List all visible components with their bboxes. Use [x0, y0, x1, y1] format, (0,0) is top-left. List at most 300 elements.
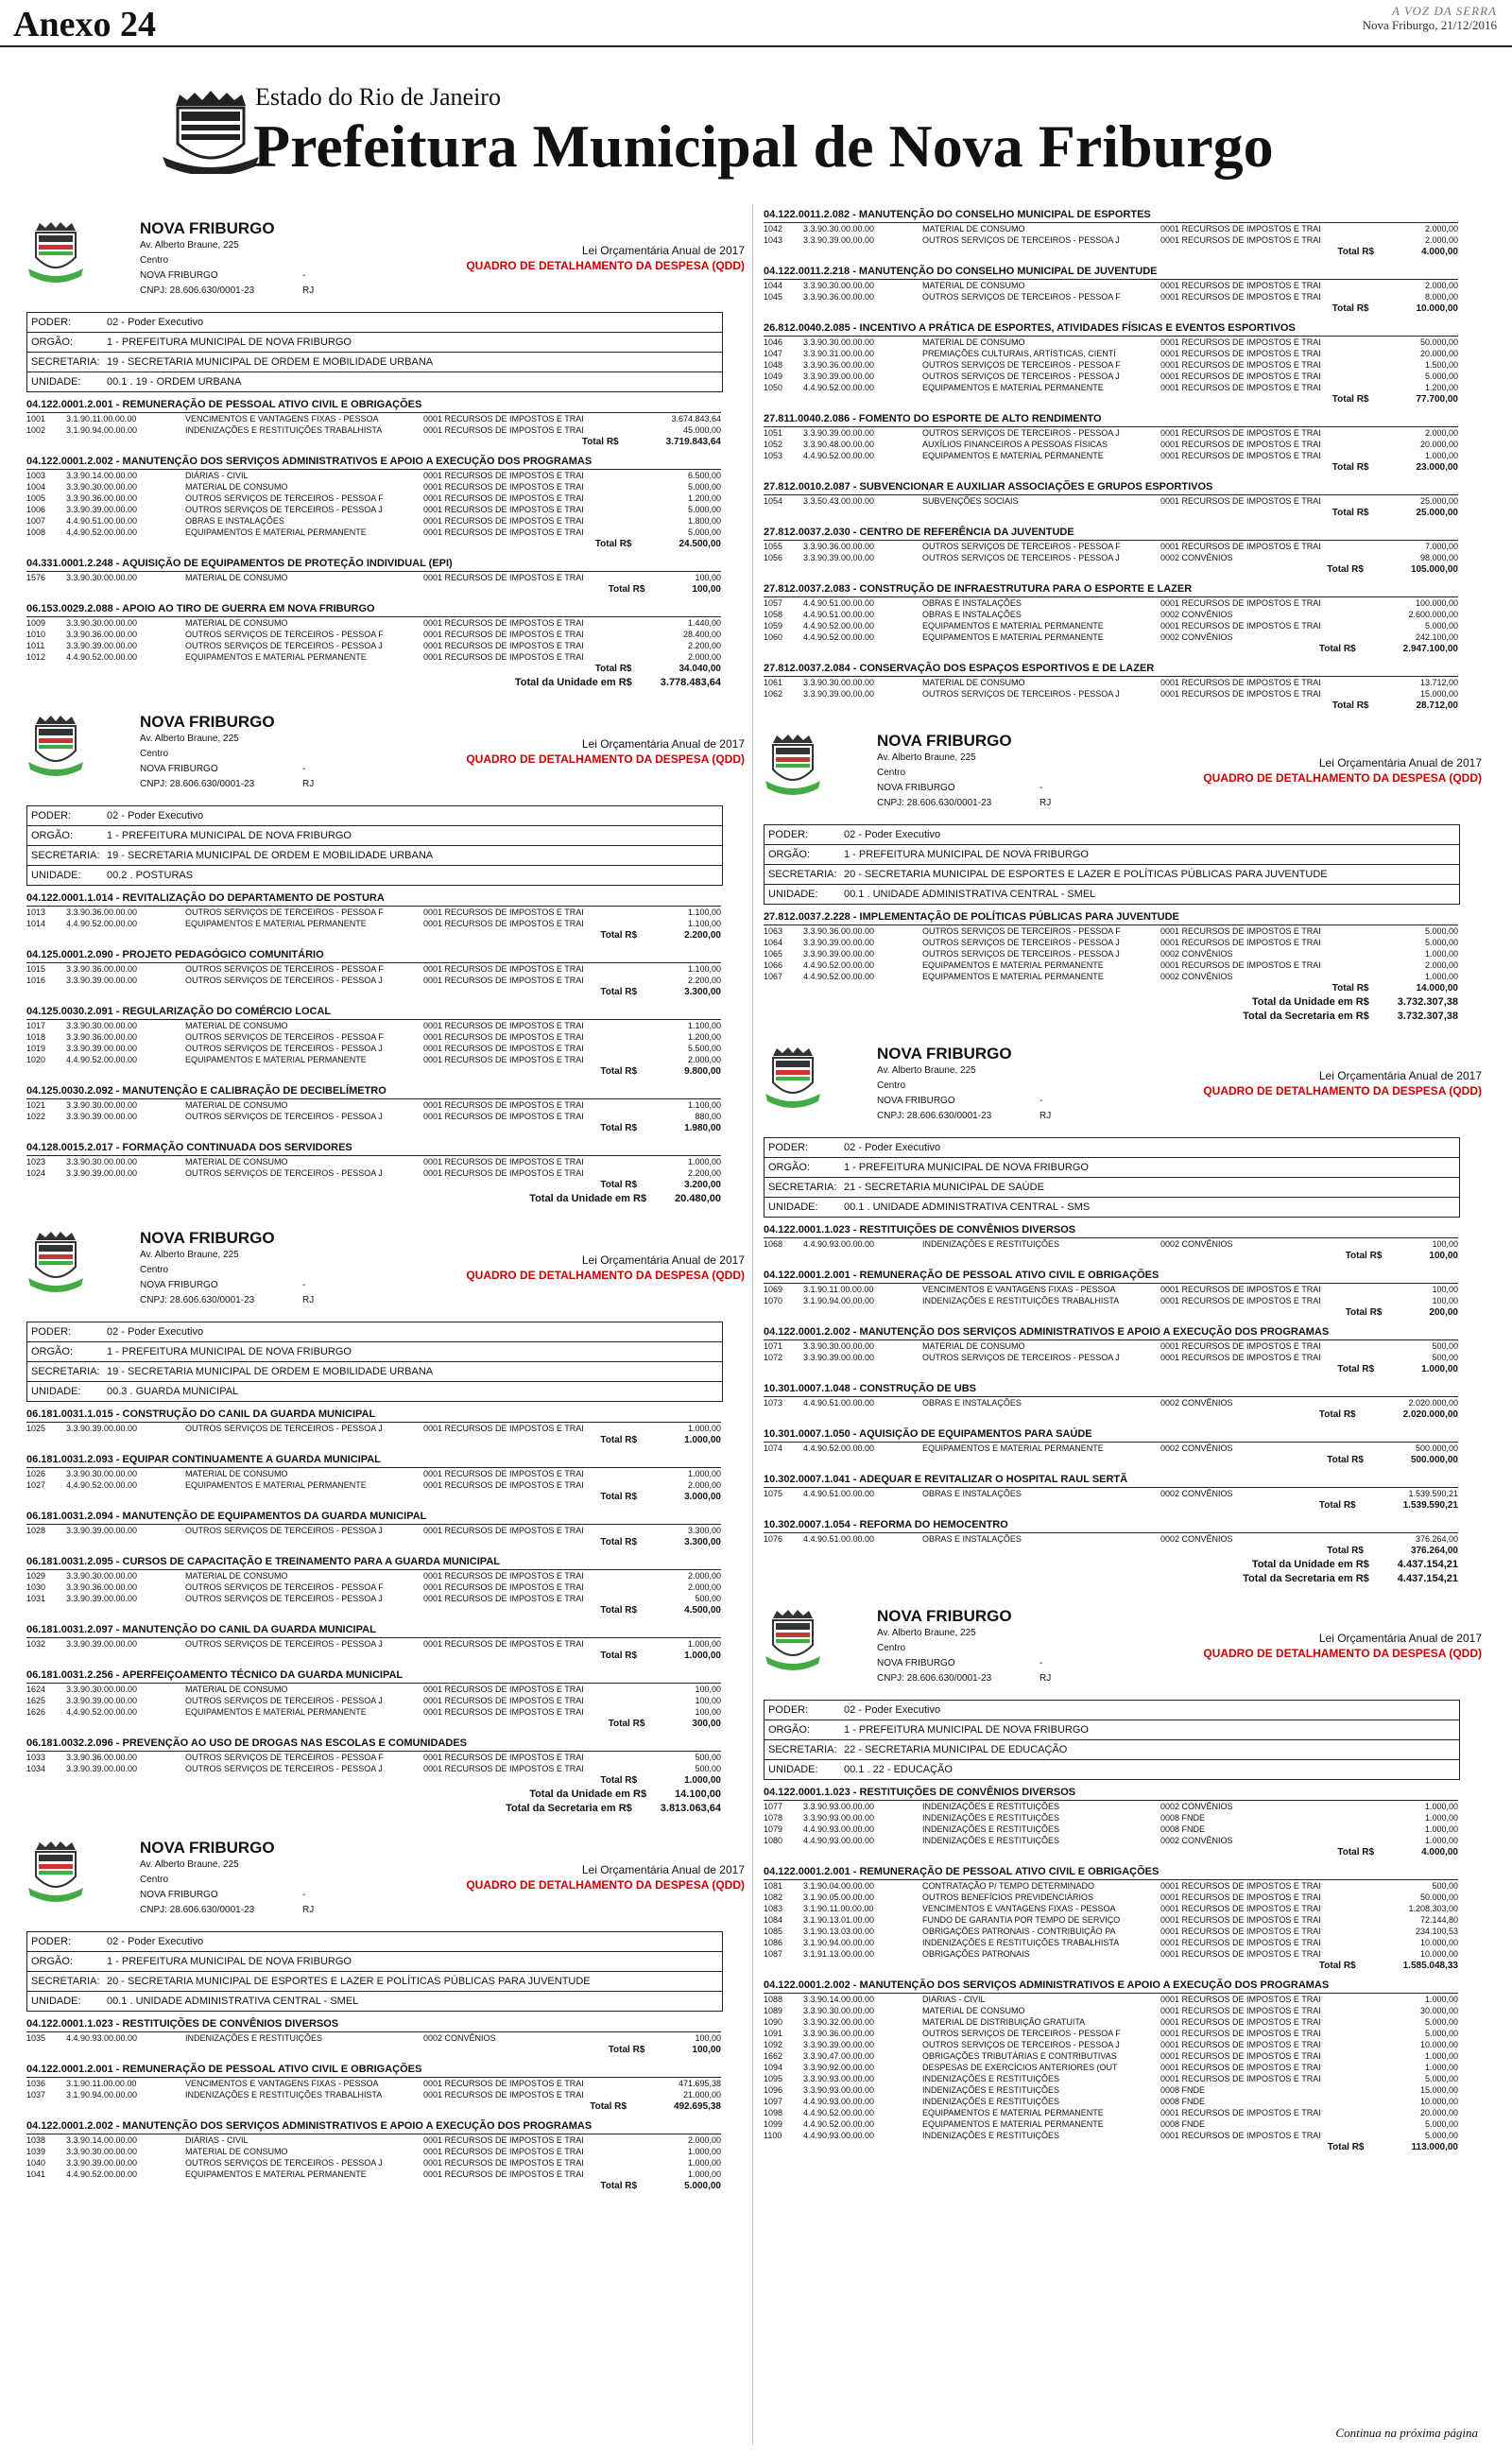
row-code: 1038	[26, 2135, 46, 2145]
row-source: 0001 RECURSOS DE IMPOSTOS E TRAI	[423, 425, 584, 435]
row-code: 1068	[764, 1239, 783, 1249]
city-crest-icon	[764, 732, 822, 800]
row-source: 0001 RECURSOS DE IMPOSTOS E TRAI	[423, 414, 584, 423]
city-crest-icon	[26, 713, 85, 781]
row-value: 1.000,00	[687, 1424, 721, 1433]
grand-total-value: 14.100,00	[675, 1789, 721, 1800]
row-description: OUTROS SERVIÇOS DE TERCEIROS - PESSOA J	[185, 1526, 383, 1535]
row-nature: 3.3.90.30.00.00.00	[66, 573, 138, 582]
row-value: 500,00	[695, 1764, 721, 1773]
table-row	[764, 1948, 1458, 1960]
table-row	[764, 2130, 1458, 2141]
row-code: 1055	[764, 542, 783, 551]
meta-value: 00.1 . 22 - EDUCAÇÃO	[844, 1764, 953, 1775]
entity-header	[764, 1598, 1491, 1700]
total-value: 1.585.048,33	[1402, 1961, 1458, 1971]
table-row	[764, 597, 1458, 609]
program-total	[764, 1454, 1458, 1467]
row-code: 1059	[764, 621, 783, 631]
orgao-row	[27, 1342, 722, 1362]
secretaria-row	[765, 1178, 1459, 1198]
address-line: Av. Alberto Braune, 225	[140, 734, 239, 744]
orgao-row	[27, 1952, 722, 1972]
row-code: 1080	[764, 1836, 783, 1845]
row-code: 1018	[26, 1032, 46, 1042]
row-description: INDENIZAÇÕES E RESTITUIÇÕES	[922, 2131, 1060, 2140]
total-label: Total R$	[594, 664, 632, 674]
row-description: AUXÍLIOS FINANCEIROS A PESSOAS FÍSICAS	[922, 440, 1108, 449]
row-value: 100,00	[695, 1707, 721, 1717]
row-nature: 3.3.90.39.00.00.00	[803, 2040, 875, 2049]
row-description: OUTROS SERVIÇOS DE TERCEIROS - PESSOA J	[922, 689, 1120, 699]
meta-value: 02 - Poder Executivo	[107, 317, 204, 328]
program-title: 04.122.0001.2.001 - REMUNERAÇÃO DE PESSOAL ATIVO CIVIL E OBRIGAÇÕES	[26, 398, 721, 413]
total-value: 492.695,38	[673, 2101, 721, 2112]
table-row	[764, 1835, 1458, 1846]
row-source: 0001 RECURSOS DE IMPOSTOS E TRAI	[1160, 1949, 1321, 1959]
row-nature: 3.1.90.04.00.00.00	[803, 1881, 875, 1891]
row-code: 1002	[26, 425, 46, 435]
program-title: 27.812.0037.2.083 - CONSTRUÇÃO DE INFRAESTRUTURA PARA O ESPORTE E LAZER	[764, 582, 1458, 597]
cnpj: CNPJ: 28.606.630/0001-23	[140, 285, 255, 296]
cnpj: CNPJ: 28.606.630/0001-23	[140, 1905, 255, 1915]
table-row	[764, 359, 1458, 371]
row-description: EQUIPAMENTOS E MATERIAL PERMANENTE	[922, 451, 1104, 460]
table-row	[764, 1284, 1458, 1295]
meta-value: 1 - PREFEITURA MUNICIPAL DE NOVA FRIBURGO	[107, 830, 352, 841]
row-source: 0001 RECURSOS DE IMPOSTOS E TRAI	[1160, 1285, 1321, 1294]
city-crest-icon	[26, 1839, 85, 1907]
row-nature: 3.3.90.39.00.00.00	[803, 1353, 875, 1362]
row-description: DIÁRIAS - CIVIL	[185, 2135, 249, 2145]
row-code: 1019	[26, 1044, 46, 1053]
row-nature: 3.3.90.36.00.00.00	[803, 2029, 875, 2038]
row-nature: 4.4.90.51.00.00.00	[803, 610, 875, 619]
row-code: 1005	[26, 493, 46, 503]
row-code: 1058	[764, 610, 783, 619]
program-title: 04.122.0011.2.082 - MANUTENÇÃO DO CONSELHO MUNICIPAL DE ESPORTES	[764, 208, 1458, 223]
row-description: MATERIAL DE CONSUMO	[922, 1341, 1025, 1351]
row-code: 1082	[764, 1892, 783, 1902]
row-code: 1053	[764, 451, 783, 460]
row-value: 1.000,00	[1424, 949, 1458, 959]
total-value: 9.800,00	[684, 1066, 721, 1077]
row-value: 2.000,00	[687, 652, 721, 662]
table-row	[26, 1099, 721, 1111]
meta-value: 22 - SECRETARIA MUNICIPAL DE EDUCAÇÃO	[844, 1744, 1068, 1755]
row-code: 1027	[26, 1480, 46, 1490]
row-value: 1.100,00	[687, 907, 721, 917]
grand-total	[26, 1788, 721, 1802]
budget-section	[26, 210, 754, 690]
row-code: 1045	[764, 292, 783, 302]
program-total	[764, 643, 1458, 656]
row-source: 0001 RECURSOS DE IMPOSTOS E TRAI	[423, 516, 584, 526]
row-source: 0001 RECURSOS DE IMPOSTOS E TRAI	[423, 482, 584, 492]
row-value: 1.000,00	[1424, 2063, 1458, 2072]
row-description: VENCIMENTOS E VANTAGENS FIXAS - PESSOA	[185, 414, 379, 423]
total-value: 4.000,00	[1421, 1847, 1458, 1858]
table-row	[764, 2118, 1458, 2130]
row-description: OUTROS SERVIÇOS DE TERCEIROS - PESSOA J	[185, 505, 383, 514]
row-source: 0008 FNDE	[1160, 1813, 1206, 1823]
program-title: 06.181.0031.1.015 - CONSTRUÇÃO DO CANIL DA GUARDA MUNICIPAL	[26, 1408, 721, 1423]
row-code: 1060	[764, 632, 783, 642]
row-source: 0001 RECURSOS DE IMPOSTOS E TRAI	[423, 1021, 584, 1030]
total-value: 25.000,00	[1416, 508, 1458, 518]
table-row	[26, 1156, 721, 1167]
row-nature: 3.3.90.30.00.00.00	[803, 1341, 875, 1351]
row-source: 0001 RECURSOS DE IMPOSTOS E TRAI	[1160, 1904, 1321, 1913]
entity-header	[26, 210, 754, 312]
row-code: 1099	[764, 2119, 783, 2129]
secretaria-row	[27, 1362, 722, 1382]
row-value: 5.000,00	[1424, 926, 1458, 936]
row-code: 1065	[764, 949, 783, 959]
row-value: 376.264,00	[1415, 1534, 1458, 1544]
row-source: 0001 RECURSOS DE IMPOSTOS E TRAI	[423, 1157, 584, 1167]
row-value: 2.000,00	[1424, 960, 1458, 970]
total-label: Total R$	[581, 437, 619, 447]
meta-value: 00.1 . UNIDADE ADMINISTRATIVA CENTRAL - SMEL	[844, 889, 1096, 900]
row-nature: 3.3.90.39.00.00.00	[66, 976, 138, 985]
total-value: 1.000,00	[1421, 1364, 1458, 1374]
row-code: 1033	[26, 1753, 46, 1762]
table-row	[26, 918, 721, 929]
row-source: 0001 RECURSOS DE IMPOSTOS E TRAI	[1160, 926, 1321, 936]
row-value: 10.000,00	[1419, 2040, 1458, 2049]
program-total	[26, 986, 721, 999]
row-description: OUTROS BENEFÍCIOS PREVIDENCIÁRIOS	[922, 1892, 1094, 1902]
program-total	[764, 1250, 1458, 1263]
row-description: OUTROS SERVIÇOS DE TERCEIROS - PESSOA J	[185, 976, 383, 985]
row-nature: 3.3.90.39.00.00.00	[66, 505, 138, 514]
row-code: 1023	[26, 1157, 46, 1167]
qdd-title: QUADRO DE DETALHAMENTO DA DESPESA (QDD)	[1203, 1084, 1482, 1097]
row-code: 1020	[26, 1055, 46, 1064]
row-nature: 3.3.90.39.00.00.00	[66, 1594, 138, 1603]
row-description: EQUIPAMENTOS E MATERIAL PERMANENTE	[922, 960, 1104, 970]
secretaria-row	[765, 865, 1459, 885]
budget-section	[26, 703, 754, 1206]
row-source: 0001 RECURSOS DE IMPOSTOS E TRAI	[423, 1685, 584, 1694]
row-source: 0001 RECURSOS DE IMPOSTOS E TRAI	[1160, 1938, 1321, 1947]
row-nature: 3.3.90.36.00.00.00	[803, 542, 875, 551]
row-nature: 3.3.90.39.00.00.00	[803, 428, 875, 438]
table-row	[764, 1352, 1458, 1363]
program-total	[764, 1846, 1458, 1859]
budget-meta-box	[764, 1137, 1460, 1218]
row-code: 1056	[764, 553, 783, 562]
row-source: 0001 RECURSOS DE IMPOSTOS E TRAI	[423, 1764, 584, 1773]
meta-value: 1 - PREFEITURA MUNICIPAL DE NOVA FRIBURGO	[844, 849, 1089, 860]
row-description: INDENIZAÇÕES E RESTITUIÇÕES TRABALHISTA	[185, 2090, 383, 2100]
row-source: 0001 RECURSOS DE IMPOSTOS E TRAI	[423, 1469, 584, 1478]
program-title: 06.181.0031.2.097 - MANUTENÇÃO DO CANIL DA GUARDA MUNICIPAL	[26, 1623, 721, 1638]
row-description: EQUIPAMENTOS E MATERIAL PERMANENTE	[922, 1443, 1104, 1453]
row-description: OUTROS SERVIÇOS DE TERCEIROS - PESSOA J	[922, 428, 1120, 438]
meta-label: ORGÃO:	[768, 849, 811, 860]
row-nature: 3.3.90.39.00.00.00	[66, 1168, 138, 1178]
row-value: 21.000,00	[682, 2090, 721, 2100]
grand-total-label: Total da Secretaria em R$	[506, 1803, 632, 1814]
program-title: 27.811.0040.2.086 - FOMENTO DO ESPORTE DE ALTO RENDIMENTO	[764, 412, 1458, 427]
row-source: 0001 RECURSOS DE IMPOSTOS E TRAI	[423, 1696, 584, 1705]
address-line: Av. Alberto Braune, 225	[140, 240, 239, 251]
row-source: 0001 RECURSOS DE IMPOSTOS E TRAI	[1160, 621, 1321, 631]
meta-label: SECRETARIA:	[31, 356, 100, 368]
row-value: 5.000,00	[1424, 2131, 1458, 2140]
row-value: 1.100,00	[687, 1100, 721, 1110]
row-source: 0001 RECURSOS DE IMPOSTOS E TRAI	[1160, 2108, 1321, 2117]
row-code: 1048	[764, 360, 783, 370]
row-nature: 4.4.90.93.00.00.00	[803, 1239, 875, 1249]
row-source: 0001 RECURSOS DE IMPOSTOS E TRAI	[1160, 281, 1321, 290]
total-value: 1.000,00	[684, 1775, 721, 1786]
row-description: INDENIZAÇÕES E RESTITUIÇÕES	[922, 2097, 1060, 2106]
table-row	[764, 1295, 1458, 1306]
row-nature: 3.3.90.39.00.00.00	[66, 1639, 138, 1649]
address-line: NOVA FRIBURGO - RJ	[140, 268, 254, 284]
row-source: 0001 RECURSOS DE IMPOSTOS E TRAI	[1160, 2006, 1321, 2015]
row-nature: 3.3.90.30.00.00.00	[803, 2006, 875, 2015]
cnpj: CNPJ: 28.606.630/0001-23	[140, 779, 255, 789]
row-code: 1091	[764, 2029, 783, 2038]
row-description: MATERIAL DE CONSUMO	[185, 1469, 288, 1478]
row-code: 1054	[764, 496, 783, 506]
row-value: 1.000,00	[1424, 2051, 1458, 2061]
row-value: 10.000,00	[1419, 1949, 1458, 1959]
row-code: 1016	[26, 976, 46, 985]
row-value: 20.000,00	[1419, 440, 1458, 449]
address-block	[140, 732, 315, 792]
row-description: EQUIPAMENTOS E MATERIAL PERMANENTE	[185, 919, 367, 928]
row-description: SUBVENÇÕES SOCIAIS	[922, 496, 1019, 506]
unidade-row	[27, 372, 722, 391]
row-code: 1004	[26, 482, 46, 492]
grand-total	[26, 676, 721, 690]
row-value: 1.000,00	[1424, 1836, 1458, 1845]
table-row	[764, 1397, 1458, 1408]
program-title: 04.125.0001.2.090 - PROJETO PEDAGÓGICO COMUNITÁRIO	[26, 948, 721, 963]
row-value: 100,00	[695, 1685, 721, 1694]
meta-label: PODER:	[768, 1142, 809, 1153]
row-value: 1.100,00	[687, 919, 721, 928]
row-description: INDENIZAÇÕES E RESTITUIÇÕES TRABALHISTA	[922, 1938, 1120, 1947]
row-nature: 3.3.50.43.00.00.00	[803, 496, 875, 506]
meta-value: 20 - SECRETARIA MUNICIPAL DE ESPORTES E LAZER E POLÍTICAS PÚBLICAS PARA JUVENTUDE	[107, 1976, 591, 1987]
row-code: 1074	[764, 1443, 783, 1453]
row-code: 1025	[26, 1424, 46, 1433]
row-code: 1042	[764, 224, 783, 233]
row-value: 72.144,80	[1419, 1915, 1458, 1925]
row-code: 1061	[764, 678, 783, 687]
row-source: 0001 RECURSOS DE IMPOSTOS E TRAI	[1160, 224, 1321, 233]
row-nature: 3.1.90.11.00.00.00	[803, 1285, 874, 1294]
row-description: MATERIAL DE CONSUMO	[922, 337, 1025, 347]
meta-label: ORGÃO:	[31, 337, 74, 348]
row-description: EQUIPAMENTOS E MATERIAL PERMANENTE	[922, 2119, 1104, 2129]
table-row	[764, 439, 1458, 450]
program-title: 27.812.0037.2.228 - IMPLEMENTAÇÃO DE POLÍTICAS PÚBLICAS PARA JUVENTUDE	[764, 910, 1458, 925]
row-value: 1.000,00	[687, 2147, 721, 2156]
budget-section	[764, 1598, 1491, 2154]
program-title: 04.122.0001.2.001 - REMUNERAÇÃO DE PESSOAL ATIVO CIVIL E OBRIGAÇÕES	[26, 2063, 721, 2078]
meta-label: PODER:	[31, 1936, 72, 1947]
city-crest-icon	[26, 1229, 85, 1297]
row-value: 98.000,00	[1419, 553, 1458, 562]
row-nature: 4.4.90.52.00.00.00	[803, 2119, 875, 2129]
program-total	[764, 507, 1458, 520]
qdd-title: QUADRO DE DETALHAMENTO DA DESPESA (QDD)	[466, 259, 745, 272]
meta-value: 02 - Poder Executivo	[844, 1142, 941, 1153]
state-abbrev: - RJ	[1040, 1658, 1052, 1684]
row-source: 0001 RECURSOS DE IMPOSTOS E TRAI	[423, 1055, 584, 1064]
row-source: 0001 RECURSOS DE IMPOSTOS E TRAI	[1160, 1927, 1321, 1936]
row-description: OBRIGAÇÕES PATRONAIS	[922, 1949, 1030, 1959]
row-source: 0001 RECURSOS DE IMPOSTOS E TRAI	[1160, 1892, 1321, 1902]
newspaper-name: A VOZ DA SERRA	[1392, 4, 1497, 18]
unidade-row	[27, 1382, 722, 1401]
row-nature: 3.3.90.30.00.00.00	[803, 224, 875, 233]
table-row	[26, 1031, 721, 1043]
table-row	[764, 1533, 1458, 1545]
row-value: 2.000,00	[1424, 428, 1458, 438]
row-value: 8.000,00	[1424, 292, 1458, 302]
poder-row	[27, 313, 722, 333]
row-description: EQUIPAMENTOS E MATERIAL PERMANENTE	[185, 1707, 367, 1717]
total-value: 1.539.590,21	[1402, 1500, 1458, 1511]
row-code: 1017	[26, 1021, 46, 1030]
program-total	[26, 583, 721, 596]
row-nature: 4.4.90.51.00.00.00	[803, 1534, 875, 1544]
grand-total	[764, 1558, 1458, 1572]
row-nature: 3.3.90.39.00.00.00	[66, 1764, 138, 1773]
prefeitura-title: Prefeitura Municipal de Nova Friburgo	[253, 112, 1274, 180]
total-label: Total R$	[600, 1123, 638, 1133]
row-code: 1047	[764, 349, 783, 358]
state-abbrev: - RJ	[1040, 1096, 1052, 1121]
row-source: 0001 RECURSOS DE IMPOSTOS E TRAI	[423, 505, 584, 514]
row-description: OUTROS SERVIÇOS DE TERCEIROS - PESSOA J	[922, 938, 1120, 947]
row-code: 1089	[764, 2006, 783, 2015]
program-title: 06.181.0031.2.094 - MANUTENÇÃO DE EQUIPAMENTOS DA GUARDA MUNICIPAL	[26, 1510, 721, 1525]
row-source: 0002 CONVÊNIOS	[1160, 610, 1233, 619]
meta-value: 1 - PREFEITURA MUNICIPAL DE NOVA FRIBURGO	[844, 1162, 1089, 1173]
row-description: OUTROS SERVIÇOS DE TERCEIROS - PESSOA J	[185, 1044, 383, 1053]
budget-section	[764, 1035, 1491, 1586]
entity-header	[764, 1035, 1491, 1137]
program-total	[26, 1122, 721, 1135]
meta-value: 1 - PREFEITURA MUNICIPAL DE NOVA FRIBURGO	[107, 1956, 352, 1967]
table-row	[764, 1488, 1458, 1499]
row-value: 20.000,00	[1419, 349, 1458, 358]
row-nature: 3.3.90.36.00.00.00	[66, 1582, 138, 1592]
table-row	[764, 371, 1458, 382]
meta-label: SECRETARIA:	[768, 1182, 837, 1193]
row-value: 6.500,00	[687, 471, 721, 480]
table-row	[26, 1581, 721, 1593]
row-nature: 3.3.90.36.00.00.00	[66, 630, 138, 639]
row-nature: 4.4.90.93.00.00.00	[803, 1836, 875, 1845]
row-nature: 3.3.90.30.00.00.00	[803, 281, 875, 290]
row-code: 1087	[764, 1949, 783, 1959]
table-row	[764, 677, 1458, 688]
row-nature: 3.3.90.30.00.00.00	[66, 1571, 138, 1581]
row-value: 100,00	[1432, 1296, 1458, 1305]
unidade-row	[765, 885, 1459, 904]
total-value: 1.000,00	[684, 1650, 721, 1661]
meta-label: SECRETARIA:	[31, 850, 100, 861]
meta-label: UNIDADE:	[31, 1386, 81, 1397]
program-total	[26, 2100, 721, 2114]
row-nature: 3.1.90.05.00.00.00	[803, 1892, 875, 1902]
meta-value: 1 - PREFEITURA MUNICIPAL DE NOVA FRIBURGO	[107, 337, 352, 348]
row-description: OUTROS SERVIÇOS DE TERCEIROS - PESSOA J	[922, 2040, 1120, 2049]
row-value: 5.000,00	[1424, 2017, 1458, 2027]
program-title: 06.153.0029.2.088 - APOIO AO TIRO DE GUERRA EM NOVA FRIBURGO	[26, 602, 721, 617]
row-source: 0001 RECURSOS DE IMPOSTOS E TRAI	[1160, 2017, 1321, 2027]
program-title: 04.122.0001.2.002 - MANUTENÇÃO DOS SERVIÇOS ADMINISTRATIVOS E APOIO A EXECUÇÃO DOS PROGRAMAS	[26, 2119, 721, 2134]
total-value: 100,00	[1429, 1251, 1458, 1261]
program-total	[764, 982, 1458, 995]
total-value: 2.200,00	[684, 930, 721, 941]
row-source: 0001 RECURSOS DE IMPOSTOS E TRAI	[1160, 689, 1321, 699]
row-nature: 3.3.90.39.00.00.00	[66, 1112, 138, 1121]
total-label: Total R$	[600, 930, 638, 941]
table-row	[26, 2078, 721, 2089]
row-source: 0001 RECURSOS DE IMPOSTOS E TRAI	[423, 2079, 584, 2088]
address-line: NOVA FRIBURGO - RJ	[140, 762, 254, 777]
row-nature: 3.3.90.36.00.00.00	[803, 360, 875, 370]
secretaria-row	[27, 353, 722, 372]
meta-value: 02 - Poder Executivo	[107, 810, 204, 821]
meta-label: PODER:	[31, 1326, 72, 1338]
row-nature: 3.3.90.39.00.00.00	[803, 372, 875, 381]
row-source: 0001 RECURSOS DE IMPOSTOS E TRAI	[1160, 542, 1321, 551]
table-row	[764, 688, 1458, 700]
row-code: 1094	[764, 2063, 783, 2072]
address-line: NOVA FRIBURGO - RJ	[877, 781, 991, 796]
row-code: 1066	[764, 960, 783, 970]
meta-value: 19 - SECRETARIA MUNICIPAL DE ORDEM E MOBILIDADE URBANA	[107, 356, 434, 368]
table-row	[764, 971, 1458, 982]
row-code: 1032	[26, 1639, 46, 1649]
row-code: 1077	[764, 1802, 783, 1811]
total-label: Total R$	[1337, 1364, 1375, 1374]
row-value: 7.000,00	[1424, 542, 1458, 551]
total-label: Total R$	[1332, 462, 1369, 473]
table-row	[26, 481, 721, 493]
row-description: OUTROS SERVIÇOS DE TERCEIROS - PESSOA F	[185, 1032, 384, 1042]
table-row	[764, 1937, 1458, 1948]
row-description: DIÁRIAS - CIVIL	[185, 471, 249, 480]
row-description: OUTROS SERVIÇOS DE TERCEIROS - PESSOA J	[185, 1594, 383, 1603]
program-title: 10.302.0007.1.054 - REFORMA DO HEMOCENTRO	[764, 1518, 1458, 1533]
row-source: 0001 RECURSOS DE IMPOSTOS E TRAI	[423, 1753, 584, 1762]
row-source: 0001 RECURSOS DE IMPOSTOS E TRAI	[423, 471, 584, 480]
program-title: 04.128.0015.2.017 - FORMAÇÃO CONTINUADA DOS SERVIDORES	[26, 1141, 721, 1156]
row-description: INDENIZAÇÕES E RESTITUIÇÕES	[922, 2085, 1060, 2095]
row-source: 0001 RECURSOS DE IMPOSTOS E TRAI	[1160, 1915, 1321, 1925]
row-code: 1024	[26, 1168, 46, 1178]
row-description: MATERIAL DE DISTRIBUIÇÃO GRATUITA	[922, 2017, 1086, 2027]
grand-total-label: Total da Unidade em R$	[1251, 996, 1369, 1008]
table-row	[26, 493, 721, 504]
program-title: 04.122.0011.2.218 - MANUTENÇÃO DO CONSELHO MUNICIPAL DE JUVENTUDE	[764, 265, 1458, 280]
row-description: MATERIAL DE CONSUMO	[922, 678, 1025, 687]
budget-section	[26, 1829, 754, 2193]
